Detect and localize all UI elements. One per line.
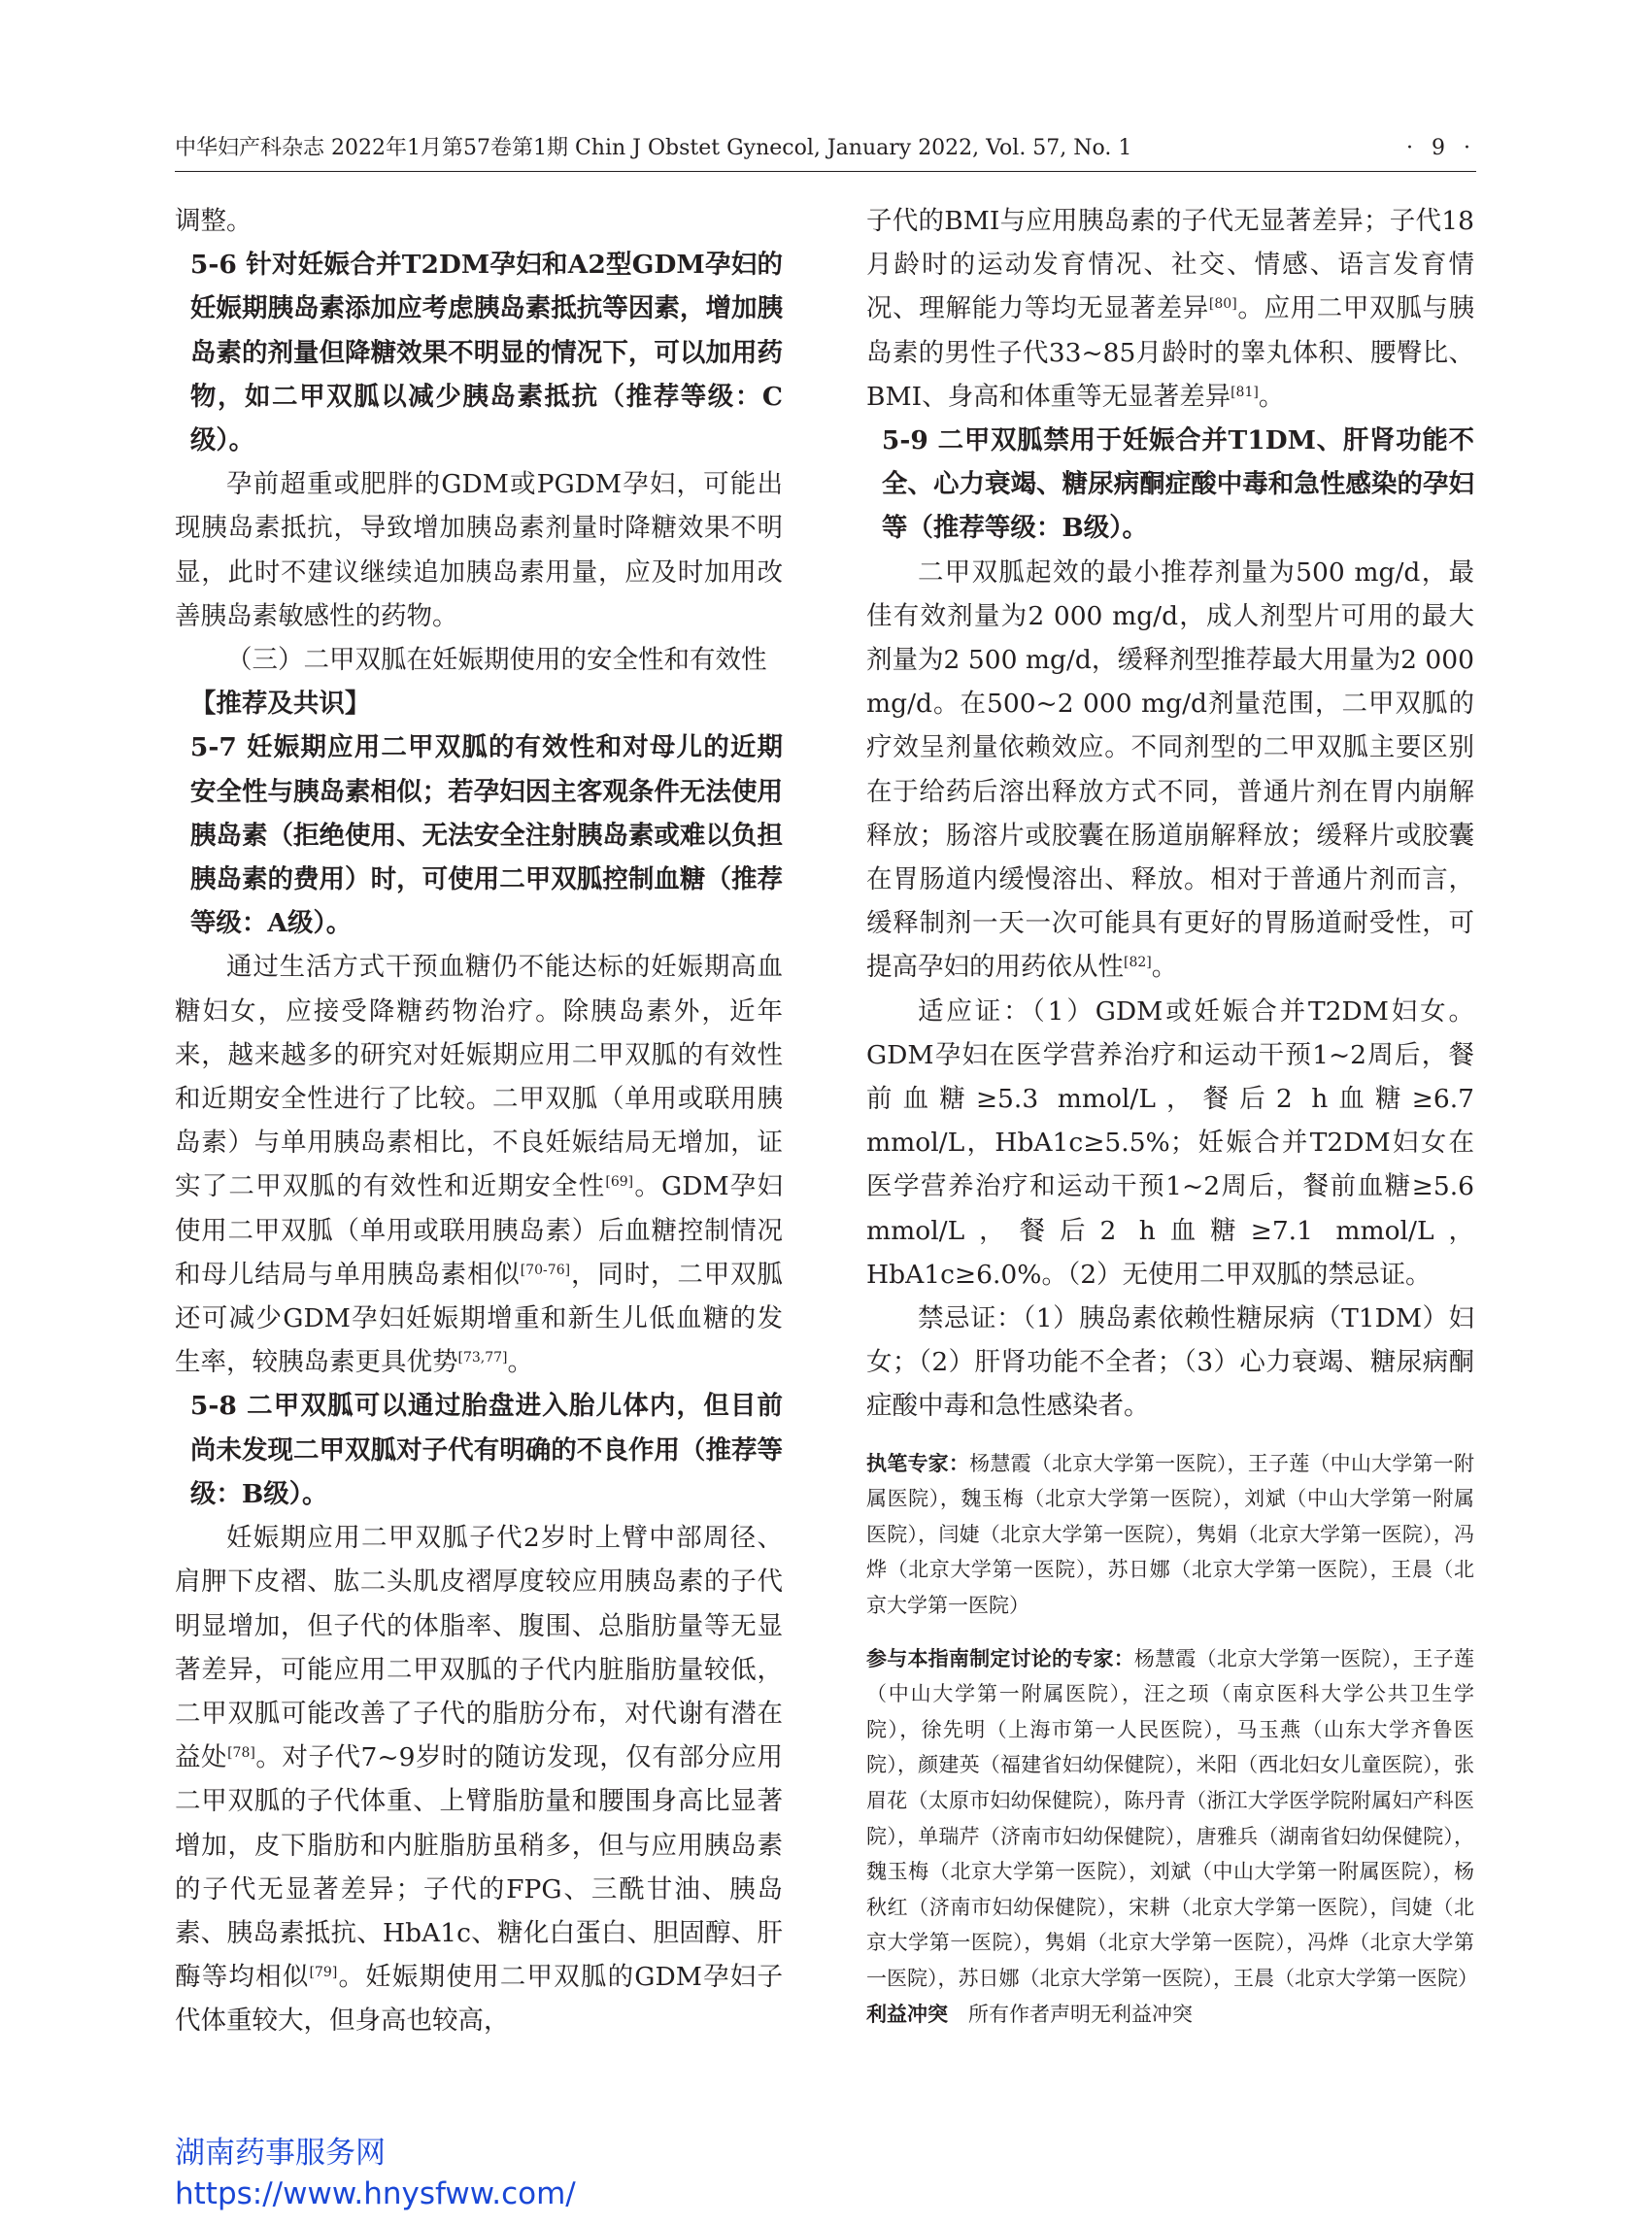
- paragraph: [175, 1516, 783, 2042]
- recommendation-5-7: 5-7 妊娠期应用二甲双胍的有效性和对母儿的近期安全性与胰岛素相似；若孕妇因主客观条件无法使用胰岛素（拒绝使用、无法安全注射胰岛素或难以负担胰岛素的费用）时，可使用二甲双胍控制血糖（推荐等级：A级）。: [189, 732, 783, 939]
- text-span: 妊娠期应用二甲双胍子代2岁时上臂中部周径、肩胛下皮褶、肱二头肌皮褶厚度较应用胰岛素的子代明显增加，但子代的体脂率、腹围、总脂肪量等无显著差异，可能应用二甲双胍的子代内脏脂肪量较低，二甲双胍可能改善了子代的脂肪分布，对代谢有潜在益处: [175, 1523, 783, 1773]
- journal-citation: 中华妇产科杂志 2022年1月第57卷第1期 Chin J Obstet Gynecol, January 2022, Vol. 57, No. 1: [175, 136, 1132, 160]
- spacer: [866, 1624, 1474, 1641]
- paragraph: [866, 551, 1474, 990]
- paragraph: [866, 199, 1474, 419]
- citation: [79]: [309, 1965, 338, 1981]
- citation: [70-76]: [520, 1262, 571, 1278]
- text-span: 二甲双胍起效的最小推荐剂量为500 mg/d，最佳有效剂量为2 000 mg/d，成人剂型片可用的最大剂量为2 500 mg/d，缓释剂型推荐最大用量为2 000 mg/d。在500~2 000 mg/d剂量范围，二甲双胍的疗效呈剂量依赖效应。不同剂型的二甲双胍主要区别在于给药后溶出释放方式不同，普通片剂在胃内崩解释放；肠溶片或胶囊在肠道崩解释放；缓释片或胶囊在胃肠道内缓慢溶出、释放。相对于普通片剂而言，缓释制剂一天一次可能具有更好的胃肠道耐受性，可提高孕妇的用药依从性: [866, 556, 1474, 983]
- citation: [73,77]: [457, 1350, 508, 1366]
- authors-label: 执笔专家：: [866, 1450, 970, 1475]
- paragraph: 孕前超重或肥胖的GDM或PGDM孕妇，可能出现胰岛素抵抗，导致增加胰岛素剂量时降糖效果不明显，此时不建议继续追加胰岛素用量，应及时加用改善胰岛素敏感性的药物。: [175, 469, 783, 631]
- spacer: [866, 1429, 1474, 1446]
- citation: [69]: [605, 1174, 634, 1191]
- site-url-link[interactable]: https://www.hnysfww.com/: [175, 2176, 576, 2211]
- left-column: [175, 199, 783, 2043]
- text-span: 。GDM孕妇使用二甲双胍（单用或联用胰岛素）后血糖控制情况和母儿结局与单用胰岛素相似: [175, 1171, 783, 1290]
- indications-paragraph: 适应证：（1）GDM或妊娠合并T2DM妇女。GDM孕妇在医学营养治疗和运动干预1~2周后，餐前血糖≥5.3 mmol/L，餐后2 h血糖≥6.7 mmol/L，HbA1c≥5.5%；妊娠合并T2DM妇女在医学营养治疗和运动干预1~2周后，餐前血糖≥5.6 mmol/L，餐后2 h血糖≥7.1 mmol/L，HbA1c≥6.0%。（2）无使用二甲双胍的禁忌证。: [866, 995, 1474, 1290]
- text-span: 通过生活方式干预血糖仍不能达标的妊娠期高血糖妇女，应接受降糖药物治疗。除胰岛素外，近年来，越来越多的研究对妊娠期应用二甲双胍的有效性和近期安全性进行了比较。二甲双胍（单用或联用胰岛素）与单用胰岛素相比，不良妊娠结局无增加，证实了二甲双胍的有效性和近期安全性: [175, 952, 783, 1202]
- recommendation-heading: 【推荐及共识】: [189, 689, 371, 720]
- text-span: 。: [1151, 952, 1178, 983]
- right-column: [866, 199, 1478, 2032]
- contraindications-paragraph: 禁忌证：（1）胰岛素依赖性糖尿病（T1DM）妇女；（2）肝肾功能不全者；（3）心力衰竭、糖尿病酮症酸中毒和急性感染者。: [866, 1303, 1474, 1422]
- citation: [81]: [1231, 384, 1259, 400]
- citation: [80]: [1208, 296, 1237, 313]
- experts-list: 杨慧霞（北京大学第一医院），王子莲（中山大学第一附属医院），汪之顼（南京医科大学公共卫生学院），徐先明（上海市第一人民医院），马玉燕（山东大学齐鲁医院），颜建英（福建省妇幼保健院），米阳（西北妇女儿童医院），张眉花（太原市妇幼保健院），陈丹青（浙江大学医学院附属妇产科医院），单瑞芹（济南市妇幼保健院），唐雅兵（湖南省妇幼保健院），魏玉梅（北京大学第一医院），刘斌（中山大学第一附属医院），杨秋红（济南市妇幼保健院），宋耕（北京大学第一医院），闫婕（北京大学第一医院），隽娟（北京大学第一医院），冯烨（北京大学第一医院），苏日娜（北京大学第一医院），王晨（北京大学第一医院）: [866, 1646, 1478, 1990]
- conflict-label: 利益冲突: [866, 2001, 948, 2026]
- recommendation-5-9: 5-9 二甲双胍禁用于妊娠合并T1DM、肝肾功能不全、心力衰竭、糖尿病酮症酸中毒和急性感染的孕妇等（推荐等级：B级）。: [881, 425, 1474, 544]
- watermark-footer: [175, 2133, 719, 2214]
- text-span: ，同时，二甲双胍还可减少GDM孕妇妊娠期增重和新生儿低血糖的发生率，较胰岛素更具优势: [175, 1259, 784, 1378]
- experts-label: 参与本指南制定讨论的专家：: [866, 1645, 1134, 1670]
- text-span: 。应用二甲双胍与胰岛素的男性子代33~85月龄时的睾丸体积、腰臀比、BMI、身高和体重等无显著差异: [866, 293, 1475, 412]
- paragraph: [175, 945, 783, 1384]
- citation: [82]: [1124, 955, 1152, 971]
- text-span: 子代的BMI与应用胰岛素的子代无显著差异；子代18月龄时的运动发育情况、社交、情感、语言发育情况、理解能力等均无显著差异: [866, 206, 1474, 324]
- running-header: [175, 132, 1476, 165]
- text-span: 。对子代7~9岁时的随访发现，仅有部分应用二甲双胍的子代体重、上臂脂肪量和腰围身高比显著增加，皮下脂肪和内脏脂肪虽稍多，但与应用胰岛素的子代无显著差异；子代的FPG、三酰甘油、胰岛素、胰岛素抵抗、HbA1c、糖化白蛋白、胆固醇、肝酶等均相似: [175, 1742, 783, 1993]
- recommendation-5-6: 5-6 针对妊娠合并T2DM孕妇和A2型GDM孕妇的妊娠期胰岛素添加应考虑胰岛素抵抗等因素，增加胰岛素的剂量但降糖效果不明显的情况下，可以加用药物，如二甲双胍以减少胰岛素抵抗（推荐等级：C级）。: [189, 250, 783, 456]
- header-divider: [175, 171, 1476, 172]
- text-span: 。: [1258, 381, 1285, 412]
- authors-block: [866, 1446, 1474, 1624]
- page-number: · 9 ·: [1406, 136, 1476, 160]
- site-name: 湖南药事服务网: [175, 2136, 386, 2171]
- paragraph: 调整。: [175, 206, 253, 236]
- recommendation-5-8: 5-8 二甲双胍可以通过胎盘进入胎儿体内，但目前尚未发现二甲双胍对子代有明确的不良作用（推荐等级：B级）。: [189, 1391, 783, 1509]
- citation: [78]: [227, 1745, 255, 1762]
- text-span: 。妊娠期使用二甲双胍的GDM孕妇子代体重较大，但身高也较高，: [175, 1962, 783, 2037]
- section-heading: （三）二甲双胍在妊娠期使用的安全性和有效性: [226, 645, 767, 676]
- text-span: 。: [507, 1347, 534, 1378]
- experts-block: [866, 1641, 1478, 1997]
- conflict-statement: 所有作者声明无利益冲突: [968, 2002, 1193, 2026]
- conflict-block: [866, 1997, 1474, 2033]
- authors-list: 杨慧霞（北京大学第一医院），王子莲（中山大学第一附属医院），魏玉梅（北京大学第一医院），刘斌（中山大学第一附属医院），闫婕（北京大学第一医院），隽娟（北京大学第一医院），冯烨（北京大学第一医院），苏日娜（北京大学第一医院），王晨（北京大学第一医院）: [866, 1451, 1475, 1618]
